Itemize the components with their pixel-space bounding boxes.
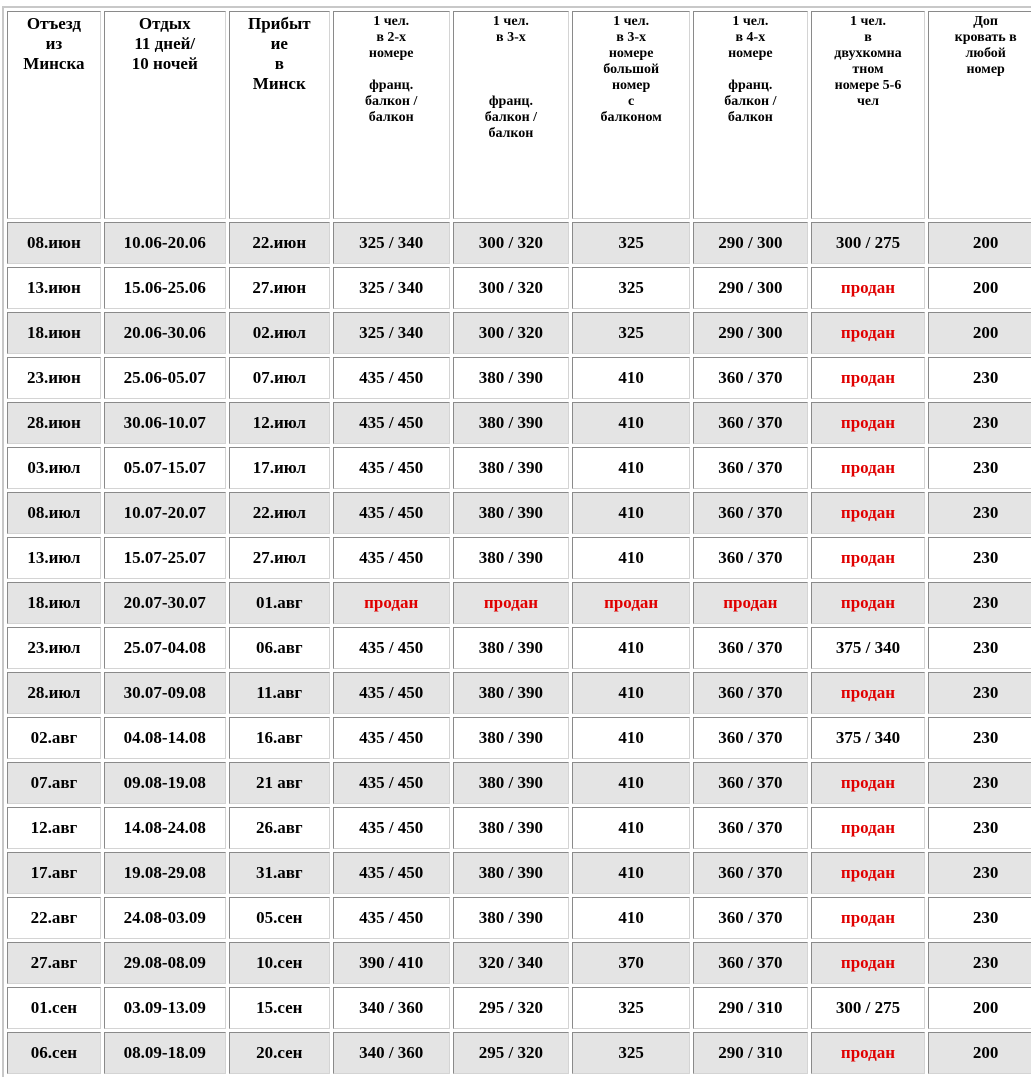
table-cell-triple-room: 380 / 390 [453,402,570,444]
header-line: из [45,34,63,53]
table-cell-quad-room: 360 / 370 [693,357,808,399]
header-line: чел [857,94,879,109]
table-cell-double-room: 390 / 410 [333,942,450,984]
table-cell-extra-bed: 230 [928,402,1031,444]
table-cell-rest-days: 10.07-20.07 [104,492,226,534]
table-cell-arrival-minsk: 05.сен [229,897,330,939]
table-cell-departure-minsk: 07.авг [7,762,101,804]
table-cell-arrival-minsk: 22.июн [229,222,330,264]
table-cell-extra-bed: 230 [928,627,1031,669]
table-cell-triple-room: 380 / 390 [453,627,570,669]
table-row [7,987,1031,1029]
table-cell-departure-minsk: 08.июл [7,492,101,534]
table-cell-double-room: 435 / 450 [333,447,450,489]
table-cell-rest-days: 29.08-08.09 [104,942,226,984]
table-cell-double-room: 435 / 450 [333,897,450,939]
table-cell-two-room-suite: продан [811,447,926,489]
table-cell-triple-room: 380 / 390 [453,537,570,579]
table-cell-quad-room: 360 / 370 [693,897,808,939]
table-cell-two-room-suite: продан [811,492,926,534]
table-cell-two-room-suite: 300 / 275 [811,222,926,264]
table-cell-extra-bed: 230 [928,807,1031,849]
header-line: балкон [488,126,534,141]
header-line: 1 чел. [850,14,886,29]
table-cell-two-room-suite: 375 / 340 [811,717,926,759]
header-line: кровать в [954,30,1017,45]
header-line [694,62,807,78]
header-line: номере [368,46,414,61]
header-line: тном [852,62,884,77]
header-line: номер [966,62,1005,77]
column-header-triple-room [453,11,570,219]
table-cell-quad-room: 360 / 370 [693,852,808,894]
table-cell-rest-days: 25.06-05.07 [104,357,226,399]
table-cell-quad-room: 360 / 370 [693,447,808,489]
table-cell-quad-room: 360 / 370 [693,537,808,579]
table-cell-double-room: 325 / 340 [333,312,450,354]
table-cell-quad-room: 360 / 370 [693,672,808,714]
table-cell-rest-days: 03.09-13.09 [104,987,226,1029]
header-line: в 2-х [376,30,407,45]
table-cell-rest-days: 05.07-15.07 [104,447,226,489]
table-cell-extra-bed: 200 [928,1032,1031,1074]
table-cell-quad-room: 290 / 300 [693,222,808,264]
table-cell-triple-large-room: 325 [572,267,690,309]
table-cell-departure-minsk: 13.июл [7,537,101,579]
table-row [7,1032,1031,1074]
table-cell-arrival-minsk: 27.июн [229,267,330,309]
table-cell-rest-days: 30.07-09.08 [104,672,226,714]
table-cell-triple-large-room: 325 [572,1032,690,1074]
table-row [7,762,1031,804]
header-line: балконом [600,110,662,125]
table-cell-extra-bed: 230 [928,492,1031,534]
table-cell-arrival-minsk: 27.июл [229,537,330,579]
table-cell-double-room: 340 / 360 [333,987,450,1029]
table-cell-quad-room: продан [693,582,808,624]
column-header-double-room [333,11,450,219]
table-cell-arrival-minsk: 21 авг [229,762,330,804]
table-cell-triple-room: 380 / 390 [453,357,570,399]
table-cell-quad-room: 360 / 370 [693,492,808,534]
header-line: франц. [369,78,414,93]
header-line: Минска [23,54,85,73]
table-cell-departure-minsk: 18.июн [7,312,101,354]
table-row [7,627,1031,669]
table-row [7,312,1031,354]
table-cell-rest-days: 08.09-18.09 [104,1032,226,1074]
header-line: в 4-х [735,30,766,45]
header-line: номер [611,78,651,93]
table-row [7,492,1031,534]
header-line: франц. [728,78,773,93]
header-line: с [628,94,635,109]
table-cell-quad-room: 360 / 370 [693,942,808,984]
header-line: Отъезд [26,14,81,33]
table-cell-rest-days: 30.06-10.07 [104,402,226,444]
header-line: балкон / [724,94,777,109]
table-cell-triple-room: 380 / 390 [453,807,570,849]
tour-price-table [2,6,1031,1077]
table-cell-triple-large-room: 410 [572,897,690,939]
table-cell-triple-room: 295 / 320 [453,1032,570,1074]
header-line: Прибыт [247,14,311,33]
table-cell-triple-large-room: 410 [572,402,690,444]
table-cell-triple-room: 300 / 320 [453,222,570,264]
table-cell-triple-room: 380 / 390 [453,762,570,804]
table-cell-two-room-suite: продан [811,582,926,624]
header-line: балкон [727,110,773,125]
table-cell-two-room-suite: продан [811,537,926,579]
table-cell-triple-room: 380 / 390 [453,492,570,534]
table-cell-rest-days: 09.08-19.08 [104,762,226,804]
table-cell-extra-bed: 230 [928,672,1031,714]
table-cell-quad-room: 360 / 370 [693,402,808,444]
table-cell-extra-bed: 230 [928,357,1031,399]
table-cell-double-room: 435 / 450 [333,537,450,579]
table-cell-departure-minsk: 28.июн [7,402,101,444]
table-cell-triple-room: 320 / 340 [453,942,570,984]
table-cell-extra-bed: 230 [928,537,1031,579]
table-cell-arrival-minsk: 22.июл [229,492,330,534]
table-cell-triple-room: 380 / 390 [453,717,570,759]
column-header-triple-large-room [572,11,690,219]
header-line: 1 чел. [613,14,650,29]
table-cell-double-room: 435 / 450 [333,717,450,759]
table-row [7,807,1031,849]
header-line: 1 чел. [492,14,529,29]
table-cell-two-room-suite: продан [811,897,926,939]
column-header-quad-room [693,11,808,219]
header-line [454,46,569,62]
table-cell-triple-room: 380 / 390 [453,897,570,939]
table-cell-rest-days: 14.08-24.08 [104,807,226,849]
table-cell-double-room: 435 / 450 [333,807,450,849]
table-cell-rest-days: 15.07-25.07 [104,537,226,579]
table-cell-double-room: 325 / 340 [333,267,450,309]
table-cell-double-room: 435 / 450 [333,492,450,534]
table-cell-double-room: 325 / 340 [333,222,450,264]
header-line: Минск [252,74,306,93]
column-header-departure-minsk [7,11,101,219]
table-cell-rest-days: 20.06-30.06 [104,312,226,354]
table-cell-two-room-suite: продан [811,942,926,984]
header-line: 1 чел. [373,14,410,29]
table-cell-arrival-minsk: 31.авг [229,852,330,894]
table-cell-triple-room: 380 / 390 [453,852,570,894]
table-cell-triple-large-room: 410 [572,717,690,759]
table-row [7,447,1031,489]
table-cell-two-room-suite: продан [811,267,926,309]
table-cell-rest-days: 15.06-25.06 [104,267,226,309]
table-cell-rest-days: 19.08-29.08 [104,852,226,894]
column-header-extra-bed [928,11,1031,219]
table-cell-arrival-minsk: 20.сен [229,1032,330,1074]
header-line [454,62,569,78]
header-line: в [864,30,872,45]
header-line: в [274,54,284,73]
table-cell-quad-room: 290 / 300 [693,267,808,309]
table-cell-double-room: 435 / 450 [333,762,450,804]
table-cell-departure-minsk: 12.авг [7,807,101,849]
table-cell-rest-days: 04.08-14.08 [104,717,226,759]
header-line: в 3-х [616,30,647,45]
column-header-two-room-suite [811,11,926,219]
header-line: большой [603,62,660,77]
table-cell-quad-room: 290 / 310 [693,1032,808,1074]
table-cell-triple-room: 295 / 320 [453,987,570,1029]
header-line: Доп [973,14,998,29]
table-body [7,222,1031,1074]
table-cell-extra-bed: 200 [928,312,1031,354]
table-cell-two-room-suite: продан [811,402,926,444]
table-row [7,897,1031,939]
table-cell-arrival-minsk: 06.авг [229,627,330,669]
table-row [7,222,1031,264]
table-cell-arrival-minsk: 17.июл [229,447,330,489]
table-row [7,357,1031,399]
header-line: в 3-х [496,30,526,45]
header-line: балкон / [484,110,538,125]
header-line: любой [965,46,1006,61]
table-cell-quad-room: 290 / 300 [693,312,808,354]
table-cell-triple-large-room: 325 [572,312,690,354]
table-cell-triple-room: 380 / 390 [453,672,570,714]
header-line: 1 чел. [732,14,769,29]
header-line [454,78,569,94]
table-cell-triple-large-room: 325 [572,987,690,1029]
table-cell-arrival-minsk: 07.июл [229,357,330,399]
table-cell-quad-room: 360 / 370 [693,807,808,849]
table-cell-quad-room: 360 / 370 [693,717,808,759]
table-cell-triple-large-room: продан [572,582,690,624]
table-cell-extra-bed: 230 [928,762,1031,804]
table-cell-departure-minsk: 23.июн [7,357,101,399]
table-cell-extra-bed: 230 [928,447,1031,489]
table-cell-double-room: 435 / 450 [333,402,450,444]
table-cell-departure-minsk: 01.сен [7,987,101,1029]
table-cell-departure-minsk: 06.сен [7,1032,101,1074]
table-cell-triple-room: продан [453,582,570,624]
table-cell-triple-large-room: 410 [572,672,690,714]
table-row [7,852,1031,894]
header-line: номере [728,46,773,61]
table-cell-two-room-suite: 375 / 340 [811,627,926,669]
table-cell-extra-bed: 200 [928,222,1031,264]
table-cell-triple-large-room: 410 [572,762,690,804]
table-cell-extra-bed: 230 [928,717,1031,759]
header-line [334,62,449,78]
table-cell-triple-large-room: 325 [572,222,690,264]
table-cell-triple-large-room: 410 [572,357,690,399]
table-cell-departure-minsk: 28.июл [7,672,101,714]
header-line: франц. [488,94,533,109]
table-cell-departure-minsk: 08.июн [7,222,101,264]
table-cell-departure-minsk: 02.авг [7,717,101,759]
table-cell-triple-large-room: 410 [572,807,690,849]
table-cell-triple-large-room: 370 [572,942,690,984]
table-cell-two-room-suite: продан [811,762,926,804]
table-cell-two-room-suite: 300 / 275 [811,987,926,1029]
table-cell-two-room-suite: продан [811,672,926,714]
table-cell-triple-room: 380 / 390 [453,447,570,489]
table-cell-triple-large-room: 410 [572,852,690,894]
table-row [7,672,1031,714]
table-cell-extra-bed: 230 [928,582,1031,624]
table-cell-rest-days: 24.08-03.09 [104,897,226,939]
header-line: номере [608,46,654,61]
table-cell-quad-room: 290 / 310 [693,987,808,1029]
table-cell-double-room: 435 / 450 [333,672,450,714]
header-line: 10 ночей [131,54,198,73]
column-header-arrival-minsk [229,11,330,219]
table-cell-departure-minsk: 22.авг [7,897,101,939]
table-row [7,537,1031,579]
table-cell-two-room-suite: продан [811,1032,926,1074]
table-cell-arrival-minsk: 11.авг [229,672,330,714]
header-line: номере 5-6 [834,78,902,93]
table-cell-arrival-minsk: 26.авг [229,807,330,849]
table-cell-extra-bed: 230 [928,852,1031,894]
table-cell-rest-days: 25.07-04.08 [104,627,226,669]
table-cell-triple-large-room: 410 [572,537,690,579]
table-cell-departure-minsk: 03.июл [7,447,101,489]
table-cell-triple-large-room: 410 [572,492,690,534]
table-cell-rest-days: 20.07-30.07 [104,582,226,624]
table-cell-rest-days: 10.06-20.06 [104,222,226,264]
table-cell-double-room: 435 / 450 [333,627,450,669]
table-cell-arrival-minsk: 12.июл [229,402,330,444]
table-cell-departure-minsk: 18.июл [7,582,101,624]
table-row [7,267,1031,309]
table-cell-departure-minsk: 23.июл [7,627,101,669]
column-header-rest-days [104,11,226,219]
table-cell-double-room: продан [333,582,450,624]
table-cell-two-room-suite: продан [811,852,926,894]
table-cell-arrival-minsk: 02.июл [229,312,330,354]
header-row [7,11,1031,219]
header-line: балкон [368,110,414,125]
table-cell-quad-room: 360 / 370 [693,627,808,669]
table-row [7,582,1031,624]
table-cell-two-room-suite: продан [811,807,926,849]
table-row [7,942,1031,984]
table-cell-extra-bed: 230 [928,897,1031,939]
table-cell-triple-large-room: 410 [572,447,690,489]
table-cell-triple-large-room: 410 [572,627,690,669]
table-cell-arrival-minsk: 10.сен [229,942,330,984]
header-line: 11 дней/ [134,34,196,53]
table-row [7,717,1031,759]
table-cell-extra-bed: 230 [928,942,1031,984]
table-cell-departure-minsk: 27.авг [7,942,101,984]
header-line: двухкомна [834,46,902,61]
table-cell-two-room-suite: продан [811,312,926,354]
table-cell-triple-room: 300 / 320 [453,267,570,309]
header-line: ие [270,34,288,53]
header-line: балкон / [365,94,418,109]
table-cell-departure-minsk: 13.июн [7,267,101,309]
table-cell-two-room-suite: продан [811,357,926,399]
table-cell-extra-bed: 200 [928,987,1031,1029]
table-cell-quad-room: 360 / 370 [693,762,808,804]
table-cell-double-room: 435 / 450 [333,357,450,399]
header-line: Отдых [138,14,191,33]
table-cell-arrival-minsk: 01.авг [229,582,330,624]
table-cell-extra-bed: 200 [928,267,1031,309]
table-row [7,402,1031,444]
table-cell-triple-room: 300 / 320 [453,312,570,354]
table-cell-departure-minsk: 17.авг [7,852,101,894]
table-cell-double-room: 435 / 450 [333,852,450,894]
table-cell-double-room: 340 / 360 [333,1032,450,1074]
table-cell-arrival-minsk: 15.сен [229,987,330,1029]
table-cell-arrival-minsk: 16.авг [229,717,330,759]
